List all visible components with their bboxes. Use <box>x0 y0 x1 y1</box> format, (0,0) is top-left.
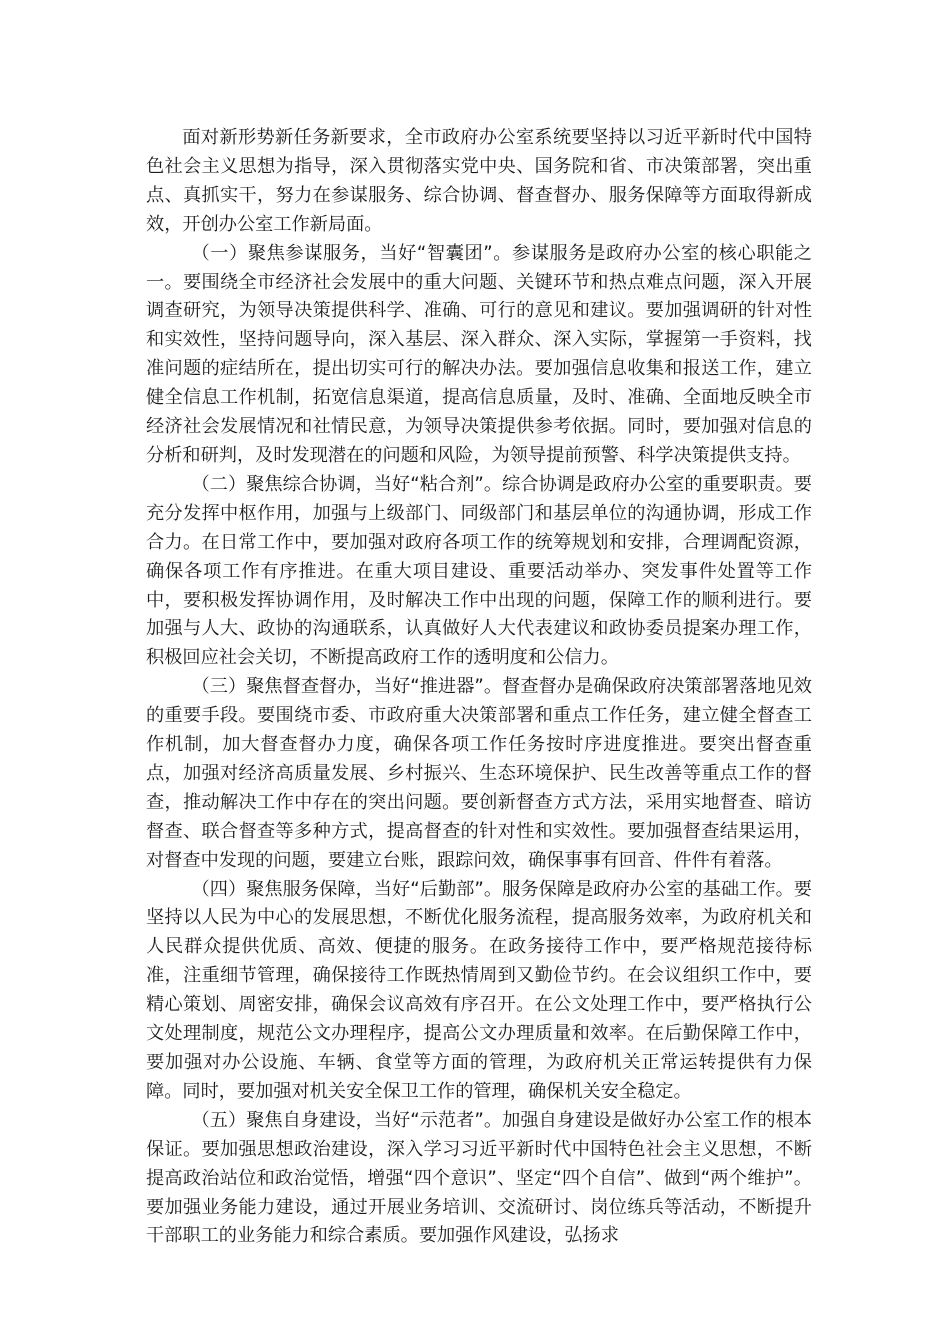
paragraph-section-1: （一）聚焦参谋服务，当好“智囊团”。参谋服务是政府办公室的核心职能之一。要围绕全市经济社会发展中的重大问题、关键环节和热点难点问题，深入开展调查研究，为领导决策提供科学、准确、可行的意见和建议。要加强调研的针对性和实效性，坚持问题导向，深入基层、深入群众、深入实际，掌握第一手资料，找准问题的症结所在，提出切实可行的解决办法。要加强信息收集和报送工作，建立健全信息工作机制，拓宽信息渠道，提高信息质量，及时、准确、全面地反映全市经济社会发展情况和社情民意，为领导决策提供参考依据。同时，要加强对信息的分析和研判，及时发现潜在的问题和风险，为领导提前预警、科学决策提供支持。 <box>146 242 812 466</box>
paragraph-section-4: （四）聚焦服务保障，当好“后勤部”。服务保障是政府办公室的基础工作。要坚持以人民为中心的发展思想，不断优化服务流程，提高服务效率，为政府机关和人民群众提供优质、高效、便捷的服务。在政务接待工作中，要严格规范接待标准，注重细节管理，确保接待工作既热情周到又勤俭节约。在会议组织工作中，要精心策划、周密安排，确保会议高效有序召开。在公文处理工作中，要严格执行公文处理制度，规范公文办理程序，提高公文办理质量和效率。在后勤保障工作中，要加强对办公设施、车辆、食堂等方面的管理，为政府机关正常运转提供有力保障。同时，要加强对机关安全保卫工作的管理，确保机关安全稳定。 <box>146 878 812 1102</box>
paragraph-section-3: （三）聚焦督查督办，当好“推进器”。督查督办是确保政府决策部署落地见效的重要手段。要围绕市委、市政府重大决策部署和重点工作任务，建立健全督查工作机制，加大督查督办力度，确保各项工作任务按时序进度推进。要突出督查重点，加强对经济高质量发展、乡村振兴、生态环境保护、民生改善等重点工作的督查，推动解决工作中存在的突出问题。要创新督查方式方法，采用实地督查、暗访督查、联合督查等多种方式，提高督查的针对性和实效性。要加强督查结果运用，对督查中发现的问题，要建立台账，跟踪问效，确保事事有回音、件件有着落。 <box>146 676 812 871</box>
paragraph-section-5: （五）聚焦自身建设，当好“示范者”。加强自身建设是做好办公室工作的根本保证。要加强思想政治建设，深入学习习近平新时代中国特色社会主义思想，不断提高政治站位和政治觉悟，增强“四个意识”、坚定“四个自信”、做到“两个维护”。要加强业务能力建设，通过开展业务培训、交流研讨、岗位练兵等活动，不断提升干部职工的业务能力和综合素质。要加强作风建设，弘扬求 <box>146 1109 812 1247</box>
paragraph-intro: 面对新形势新任务新要求，全市政府办公室系统要坚持以习近平新时代中国特色社会主义思想为指导，深入贯彻落实党中央、国务院和省、市决策部署，突出重点、真抓实干，努力在参谋服务、综合协调、督查督办、服务保障等方面取得新成效，开创办公室工作新局面。 <box>146 127 812 235</box>
document-body <box>146 124 812 1251</box>
paragraph-section-2: （二）聚焦综合协调，当好“粘合剂”。综合协调是政府办公室的重要职责。要充分发挥中枢作用，加强与上级部门、同级部门和基层单位的沟通协调，形成工作合力。在日常工作中，要加强对政府各项工作的统筹规划和安排，合理调配资源，确保各项工作有序推进。在重大项目建设、重要活动举办、突发事件处置等工作中，要积极发挥协调作用，及时解决工作中出现的问题，保障工作的顺利进行。要加强与人大、政协的沟通联系，认真做好人大代表建议和政协委员提案办理工作，积极回应社会关切，不断提高政府工作的透明度和公信力。 <box>146 473 812 669</box>
